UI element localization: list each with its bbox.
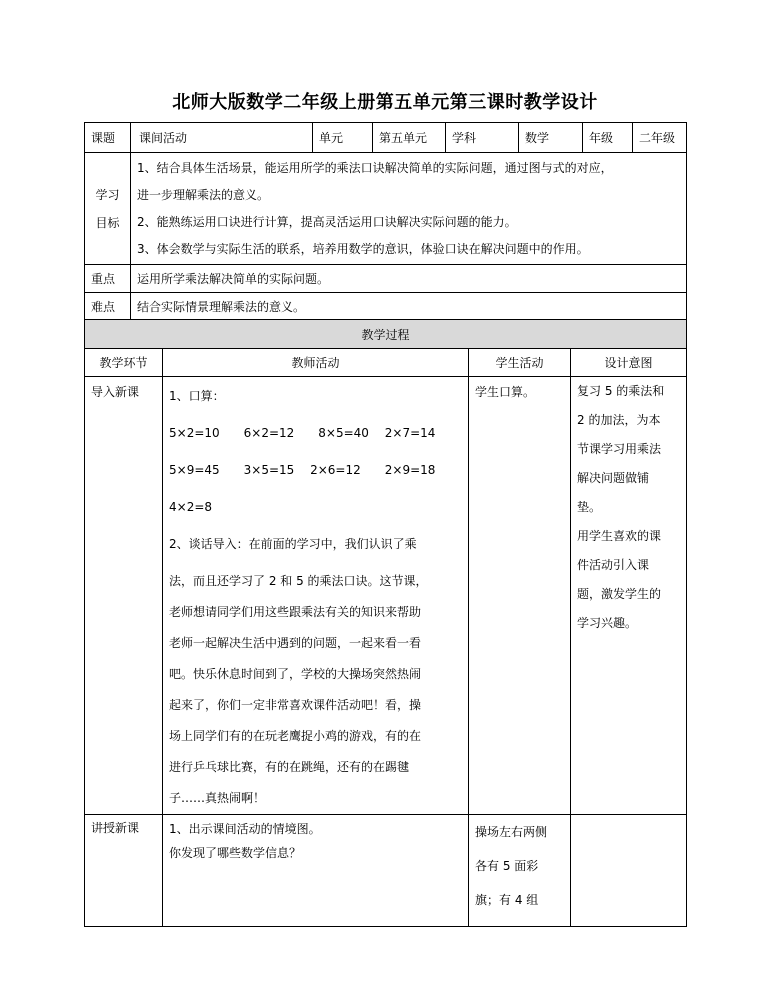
intro-stage: 导入新课 [85,377,163,815]
teacher-line: 你发现了哪些数学信息？ [169,846,302,860]
goal-line: 2、能熟练运用口诀进行计算，提高灵活运用口诀解决实际问题的能力。 [137,214,517,229]
teacher-line: 场上同学们有的在玩老鹰捉小鸡的游戏，有的在 [169,729,422,743]
teacher-line: 1、出示课间活动的情境图。 [169,822,321,836]
intent-line: 用学生喜欢的课 [577,529,662,543]
topic-label: 课题 [85,123,131,153]
key-point-label: 重点 [85,265,131,293]
intent-line: 件活动引入课 [577,558,650,572]
intent-line: 2 的加法，为本 [577,413,661,427]
goals-content [131,153,687,265]
topic-value: 课间活动 [131,123,313,153]
difficulty-label: 难点 [85,293,131,321]
goal-line: 3、体会数学与实际生活的联系，培养用数学的意识，体验口诀在解决问题中的作用。 [137,241,589,256]
teaching-process-table [84,319,687,927]
intent-line: 学习兴趣。 [577,616,638,630]
intent-line: 节课学习用乘法 [577,442,662,456]
teacher-line: 老师想请同学们用这些跟乘法有关的知识来帮助 [169,605,422,619]
teacher-line: 1、口算： [169,389,225,403]
teach-stage: 讲授新课 [85,815,163,927]
teacher-line: 进行乒乓球比赛，有的在跳绳，还有的在踢毽 [169,760,410,774]
unit-value: 第五单元 [373,123,446,153]
teacher-line: 老师一起解决生活中遇到的问题，一起来看一看 [169,636,422,650]
goals-label [85,153,131,265]
unit-label: 单元 [313,123,373,153]
goal-line: 1、结合具体生活场景，能运用所学的乘法口诀解决简单的实际问题，通过图与式的对应， [137,160,613,175]
teacher-line: 吧。快乐休息时间到了，学校的大操场突然热闹 [169,667,422,681]
subject-label: 学科 [446,123,519,153]
goals-label-1: 学习 [95,187,120,202]
lesson-info-table [84,122,687,321]
teacher-line: 起来了，你们一定非常喜欢课件活动吧！看，操 [169,698,422,712]
grade-value: 二年级 [633,123,687,153]
intro-design-intent [571,377,687,815]
grade-label: 年级 [583,123,633,153]
column-teacher: 教师活动 [163,349,469,377]
intro-student-activity: 学生口算。 [469,377,571,815]
goals-label-2: 目标 [95,215,120,230]
intent-line: 解决问题做铺 [577,471,650,485]
teach-design-intent [571,815,687,927]
student-line: 操场左右两侧 [475,825,548,839]
student-line: 旗；有 4 组 [475,893,539,907]
column-intent: 设计意图 [571,349,687,377]
teacher-line: 子……真热闹啊！ [169,791,266,805]
process-header: 教学过程 [85,320,687,349]
teach-teacher-activity [163,815,469,927]
teacher-line: 5×9=45 3×5=15 2×6=12 2×9=18 [169,463,436,477]
intent-line: 复习 5 的乘法和 [577,384,665,398]
subject-value: 数学 [519,123,583,153]
intro-teacher-activity [163,377,469,815]
document-title: 北师大版数学二年级上册第五单元第三课时教学设计 [172,92,598,113]
intent-line: 题，激发学生的 [577,587,662,601]
teacher-line: 5×2=10 6×2=12 8×5=40 2×7=14 [169,426,436,440]
key-point-value: 运用所学乘法解决简单的实际问题。 [131,265,687,293]
teacher-line: 法，而且还学习了 2 和 5 的乘法口诀。这节课， [169,574,428,588]
teacher-line: 4×2=8 [169,500,213,514]
column-student: 学生活动 [469,349,571,377]
goal-line: 进一步理解乘法的意义。 [137,187,270,202]
teach-student-activity [469,815,571,927]
teacher-line: 2、谈话导入：在前面的学习中，我们认识了乘 [169,537,417,551]
column-stage: 教学环节 [85,349,163,377]
student-line: 各有 5 面彩 [475,859,539,873]
difficulty-value: 结合实际情景理解乘法的意义。 [131,293,687,321]
intent-line: 垫。 [577,500,602,514]
